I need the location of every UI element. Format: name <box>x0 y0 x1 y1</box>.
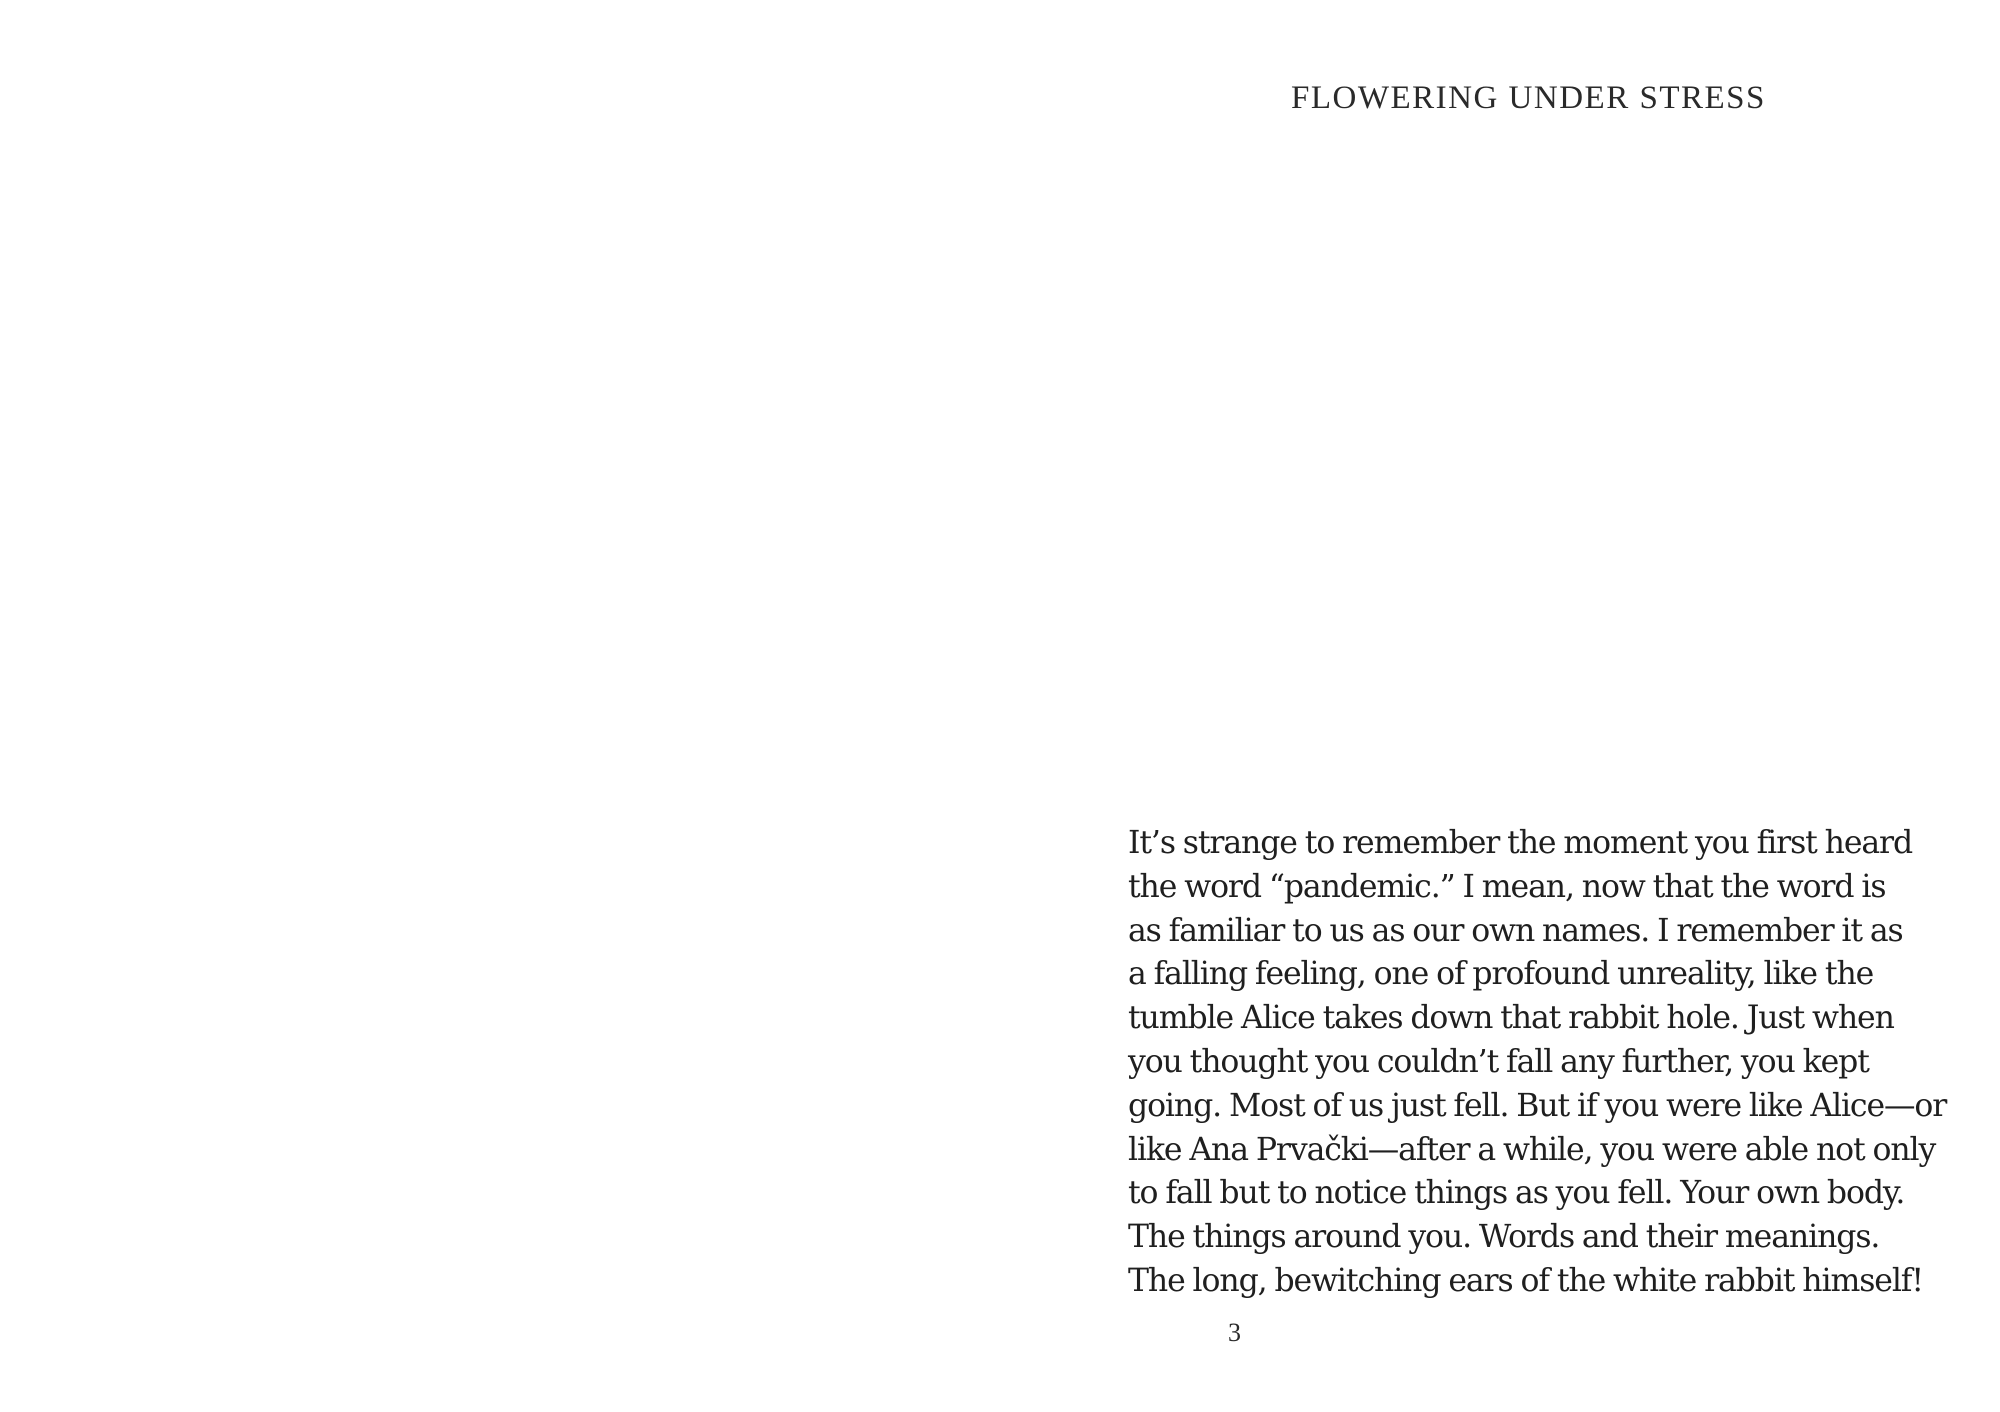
body-line: The long, bewitching ears of the white rabbit himself! <box>1128 1262 1923 1299</box>
body-line: It’s strange to remember the moment you first heard <box>1128 825 1913 861</box>
body-line: tumble Alice takes down that rabbit hole. Just when <box>1128 1000 1894 1037</box>
body-line: as familiar to us as our own names. I remember it as <box>1128 912 1903 949</box>
body-line: you thought you couldn’t fall any further, you kept <box>1128 1043 1869 1080</box>
page-number: 3 <box>1228 1318 1241 1347</box>
body-paragraph <box>1128 822 1947 1304</box>
body-line: a falling feeling, one of profound unreality, like the <box>1128 956 1874 993</box>
body-line: like Ana Prvački—after a while, you were able not only <box>1128 1131 1936 1168</box>
right-page <box>1000 0 2000 1412</box>
body-line: going. Most of us just fell. But if you were like Alice—or <box>1128 1087 1947 1124</box>
body-line: the word “pandemic.” I mean, now that the word is <box>1128 868 1886 905</box>
body-line: to fall but to notice things as you fell. Your own body. <box>1128 1175 1905 1212</box>
running-head: FLOWERING UNDER STRESS <box>1291 80 1766 116</box>
body-line: The things around you. Words and their meanings. <box>1128 1219 1880 1256</box>
